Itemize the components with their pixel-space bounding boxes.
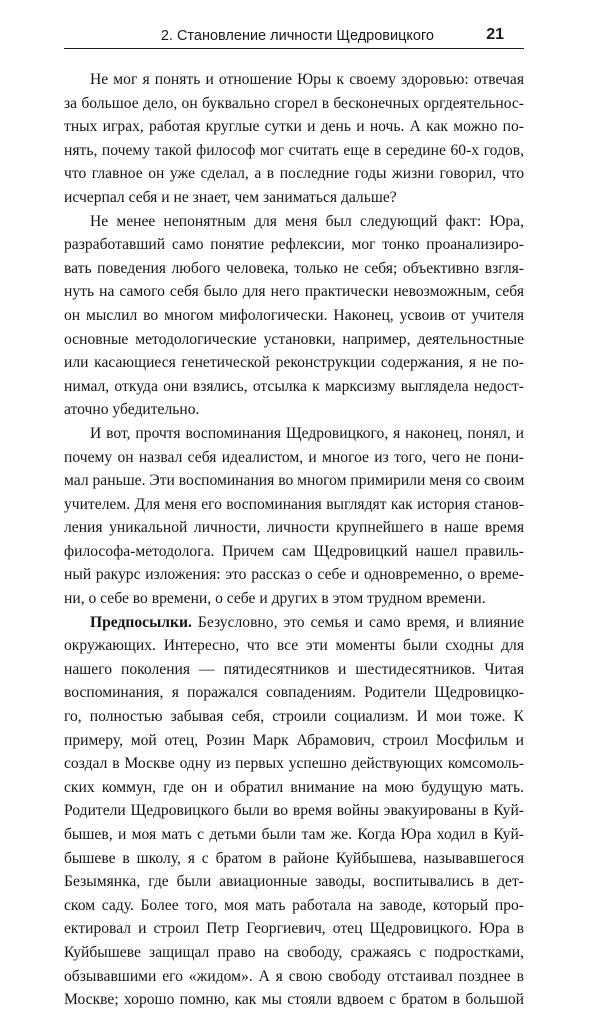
text-line: ный ракурс изложения: это рассказ о себе и одновременно, о време- [64,566,524,584]
text-line: создал в Москве одну из первых успешно действующих комсомоль- [64,755,524,773]
line-text: Безусловно, это семья и само время, и влияние [191,613,524,631]
paragraph [64,210,524,422]
text-line: ском саду. Более того, моя мать работала на заводе, который про- [64,896,524,914]
text-line: нимал, откуда они взялись, отсылка к марксизму выглядела недост- [64,377,524,395]
text-line: Безымянка, где были авиационные заводы, воспитывались в дет- [64,873,524,891]
running-header [64,20,524,49]
text-line: учителем. Для меня его воспоминания выглядят как история станов- [64,495,524,513]
text-line: аточно убедительно. [64,401,200,419]
text-line: окружающих. Интересно, что все эти моменты были сходны для [64,637,524,655]
text-line: тных играх, работая круглые сутки и день и ночь. А как можно по- [64,118,524,136]
text-line: ни, о себе во времени, о себе и других в этом трудном времени. [64,590,486,608]
text-line [64,611,524,635]
text-line: почему он назвал себя идеалистом, и многое из того, чего не пони- [64,448,524,466]
text-line: вать поведения любого человека, только не себя; объективно взгля- [64,259,524,277]
chapter-title: 2. Становление личности Щедровицкого [160,28,434,44]
text-line: за большое дело, он буквально сгорел в бесконечных оргдеятельнос- [64,94,524,112]
text-line: го, полностью забывая себя, строили социализм. И мои тоже. К [64,708,524,726]
text-line: философа-методолога. Причем сам Щедровицкий нашел правиль- [64,542,524,560]
text-line: Не мог я понять и отношение Юры к своему здоровью: отвечая [90,71,524,88]
text-line: бышеве в школу, я с братом в районе Куйбышева, называвшегося [64,849,524,867]
text-line: нять, почему такой философ мог считать еще в середине 60-х годов, [64,141,524,159]
text-line: примеру, мой отец, Розин Марк Абрамович, строил Мосфильм и [64,731,524,749]
text-line: нашего поколения — пятидесятников и шестидесятников. Читая [64,660,524,678]
text-line: воспоминания, я поражался совпадениям. Родители Щедровицко- [64,684,524,702]
text-line: Москве; хорошо помню, как мы стояли вдвоем с братом в большой [64,991,524,1009]
text-line: мал раньше. Эти воспоминания во многом примирили меня со своим [64,472,524,490]
text-line: он мыслил во многом мифологически. Наконец, усвоив от учителя [64,306,524,324]
body-text [64,68,524,1012]
page-number: 21 [486,26,504,43]
paragraph [64,611,524,1012]
text-line: ских коммун, где он и обратил внимание на мою будущую мать. [64,778,524,796]
section-lead: Предпосылки. [90,613,192,631]
text-line: ектировал и строил Петр Георгиевич, отец Щедровицкого. Юра в [64,920,524,938]
text-line: нуть на самого себя было для него практически невозможным, себя [64,283,524,301]
text-line: или касающиеся генетической реконструкции содержания, я не по- [64,354,524,372]
paragraph [64,422,524,611]
text-line: Родители Щедровицкого были во время войны эвакуированы в Куй- [64,802,524,820]
text-line: Куйбышеве защищал право на свободу, сражаясь с подростками, [64,943,524,961]
text-line: И вот, прочтя воспоминания Щедровицкого, я наконец, понял, и [90,424,524,442]
text-line: основные методологические установки, например, деятельностные [64,330,524,348]
text-line: ления уникальной личности, личности крупнейшего в наше время [64,519,524,537]
text-line: разработавший само понятие рефлексии, мог тонко проанализиро- [64,236,524,254]
text-line: что главное он уже сделал, а в последние годы жизни говорил, что [64,165,524,183]
text-line: исчерпал себя и не знает, чем заниматься дальше? [64,188,397,206]
paragraph [64,68,524,210]
text-line: бышев, и моя мать с детьми были там же. Когда Юра ходил в Куй- [64,826,524,843]
text-line: обзывавшими его «жидом». А я свою свободу отстаивал позднее в [64,967,524,985]
text-line: Не менее непонятным для меня был следующий факт: Юра, [90,212,524,230]
